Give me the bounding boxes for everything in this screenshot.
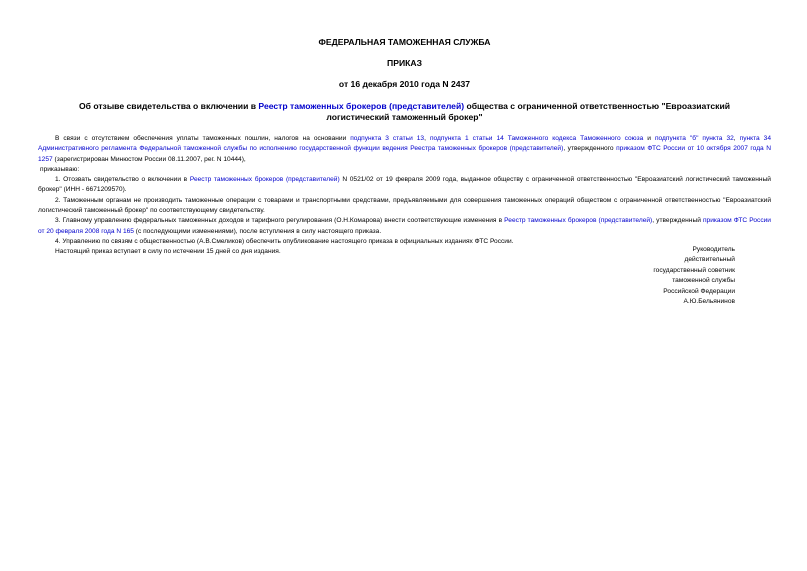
signature-block: [653, 245, 735, 307]
item-3-paragraph: [38, 216, 771, 237]
document-kind-heading: ПРИКАЗ: [387, 58, 422, 68]
document-date-heading: от 16 декабря 2010 года N 2437: [338, 79, 471, 89]
effective-date-paragraph: Настоящий приказ вступает в силу по истечении 15 дней со дня издания.: [55, 248, 281, 256]
item-2-paragraph: 2. Таможенным органам не производить таможенные операции с товарами и транспортными средствами, предъявляемыми для совершения таможенных операций обществом с ограниченной ответственностью "Евроазиатский логистический таможенный брокер" по соответствующему свидетельству.: [38, 196, 771, 215]
organization-heading: ФЕДЕРАЛЬНАЯ ТАМОЖЕННАЯ СЛУЖБА: [318, 37, 491, 47]
preamble-text-1: В связи с отсутствием обеспечения уплаты таможенных пошлин, налогов на основании: [55, 135, 351, 142]
document-page: [38, 0, 772, 306]
item-1-paragraph: [38, 175, 771, 196]
item-1-text-start: 1. Отозвать свидетельство о включении в: [55, 176, 190, 184]
preamble-link-subpoint-b[interactable]: подпункта "б" пункта 32: [654, 135, 734, 142]
preamble-text-5: , утвержденного: [563, 145, 617, 153]
title-text-start: Об отзыве свидетельства о включении в: [78, 101, 259, 111]
signature-line: таможенной службы: [672, 277, 735, 285]
document-title: [38, 101, 771, 123]
preamble-text-3: и: [643, 135, 655, 142]
signature-line: государственный советник: [653, 266, 735, 274]
preamble-text-4: ,: [733, 135, 740, 142]
preamble-link-regulation[interactable]: пункта 34 Административного регламента Федеральной таможенной службы по исполнению государственной функции ведения Реестра таможенных брокеров (представителей): [38, 135, 772, 153]
signature-name: А.Ю.Бельянинов: [683, 298, 735, 306]
signature-line: Российской Федерации: [663, 287, 735, 295]
title-registry-link[interactable]: Реестр таможенных брокеров (представителей): [258, 101, 465, 111]
title-text-end: общества с ограниченной ответственностью "Евроазиатский логистический таможенный брокер": [326, 101, 731, 122]
item-3-text-start: 3. Главному управлению федеральных таможенных доходов и тарифного регулирования (О.Н.Комарова) внести соответствующие изменения в: [55, 217, 505, 225]
item-1-registry-link[interactable]: Реестр таможенных брокеров (представителей): [189, 176, 340, 184]
item-3-text-end: (с последующими изменениями), после вступления в силу настоящего приказа.: [133, 227, 382, 235]
document-body: [38, 134, 771, 258]
item-1-text-end: N 0521/02 от 19 февраля 2009 года, выданное обществу с ограниченной ответственностью "Евроазиатский логистический таможенный брокер" (ИНН - 6671209570).: [38, 176, 771, 194]
preamble-paragraph: [38, 134, 771, 165]
preamble-link-order-1257[interactable]: приказом ФТС России от 10 октября 2007 года N 1257: [38, 145, 772, 163]
item-4-paragraph: 4. Управлению по связям с общественностью (А.В.Смеликов) обеспечить опубликование настоящего приказа в официальных изданиях ФТС России.: [55, 237, 514, 245]
item-3-order-165-link[interactable]: приказом ФТС России от 20 февраля 2008 года N 165: [38, 217, 771, 235]
signature-line: действительный: [684, 256, 735, 264]
preamble-link-article-13[interactable]: подпункта 3 статьи 13: [350, 135, 425, 142]
preamble-link-customs-code[interactable]: подпункта 1 статьи 14 Таможенного кодекса Таможенного союза: [429, 135, 644, 142]
item-3-registry-link[interactable]: Реестр таможенных брокеров (представителей): [504, 217, 653, 225]
signature-line: Руководитель: [692, 246, 735, 253]
preamble-text-6: (зарегистрирован Минюстом России 08.11.2007, рег. N 10444),: [52, 155, 246, 163]
order-word: приказываю:: [40, 165, 80, 173]
item-3-text-mid: , утвержденный: [652, 217, 703, 225]
preamble-text-2: ,: [424, 135, 430, 142]
